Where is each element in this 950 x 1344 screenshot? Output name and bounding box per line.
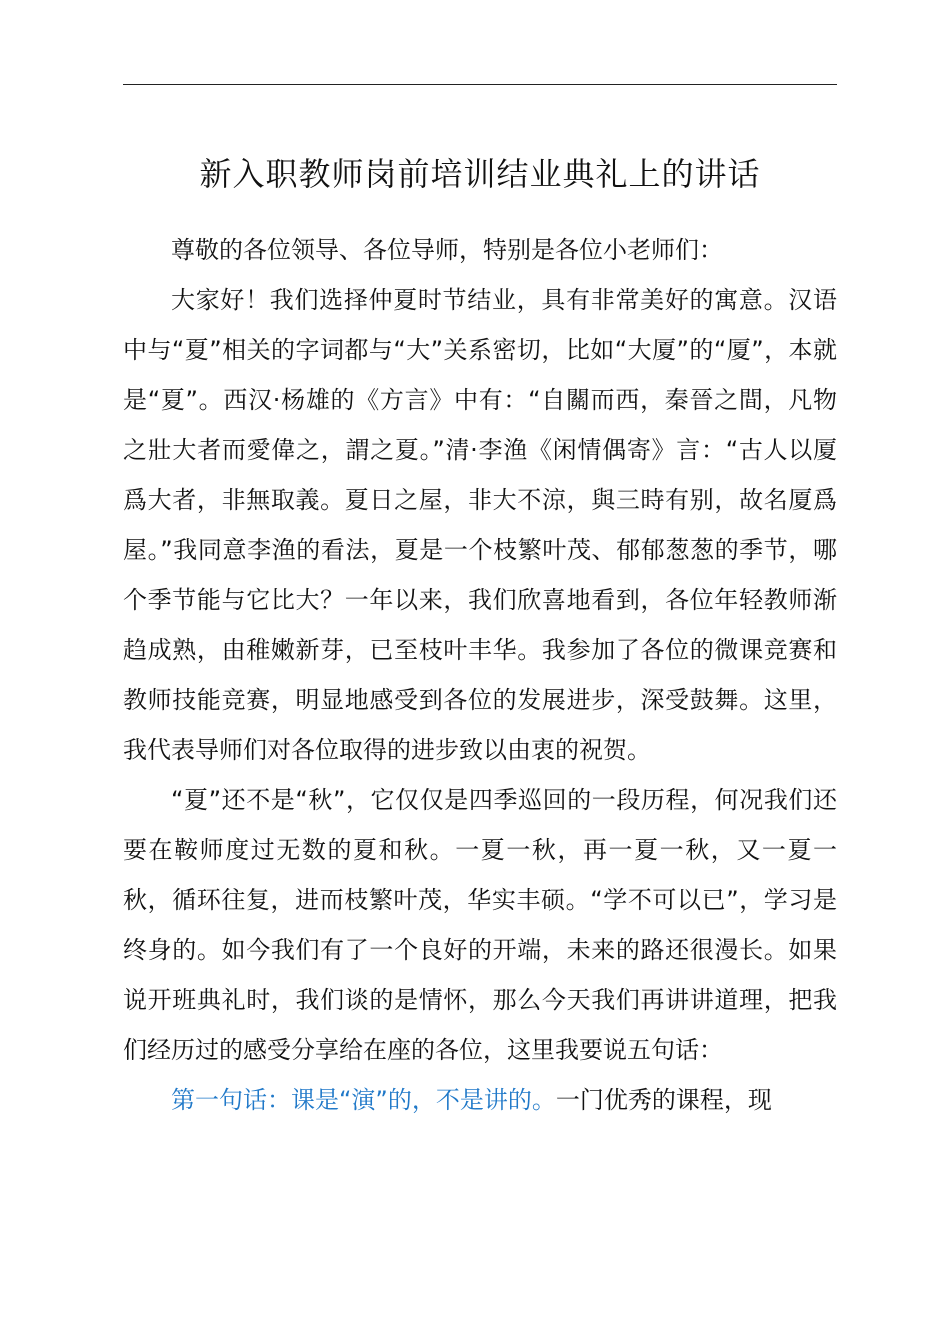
point-one-heading: 第一句话：课是“演”的，不是讲的。 bbox=[171, 1086, 556, 1114]
paragraph-point-one bbox=[123, 1075, 837, 1125]
document-body bbox=[123, 225, 837, 1125]
paragraph-intro: 大家好！我们选择仲夏时节结业，具有非常美好的寓意。汉语中与“夏”相关的字词都与“大”关系密切，比如“大厦”的“厦”，本就是“夏”。西汉·杨雄的《方言》中有：“自關而西，秦晉之間，凡物之壯大者而愛偉之，謂之夏。”清·李渔《闲情偶寄》言：“古人以厦爲大者，非無取義。夏日之屋，非大不涼，與三時有别，故名厦爲屋。”我同意李渔的看法，夏是一个枝繁叶茂、郁郁葱葱的季节，哪个季节能与它比大？一年以来，我们欣喜地看到，各位年轻教师渐趋成熟，由稚嫩新芽，已至枝叶丰华。我参加了各位的微课竞赛和教师技能竞赛，明显地感受到各位的发展进步，深受鼓舞。这里，我代表导师们对各位取得的进步致以由衷的祝贺。 bbox=[123, 286, 837, 764]
paragraph-summer-autumn: “夏”还不是“秋”，它仅仅是四季巡回的一段历程，何况我们还要在鞍师度过无数的夏和秋。一夏一秋，再一夏一秋，又一夏一秋，循环往复，进而枝繁叶茂，华实丰硕。“学不可以已”，学习是终身的。如今我们有了一个良好的开端，未来的路还很漫长。如果说开班典礼时，我们谈的是情怀，那么今天我们再讲讲道理，把我们经历过的感受分享给在座的各位，这里我要说五句话： bbox=[123, 786, 837, 1064]
header-rule bbox=[123, 84, 837, 85]
document-title: 新入职教师岗前培训结业典礼上的讲话 bbox=[199, 155, 761, 193]
salutation: 尊敬的各位领导、各位导师，特别是各位小老师们： bbox=[171, 236, 723, 264]
point-one-text: 一门优秀的课程，现 bbox=[555, 1086, 772, 1114]
